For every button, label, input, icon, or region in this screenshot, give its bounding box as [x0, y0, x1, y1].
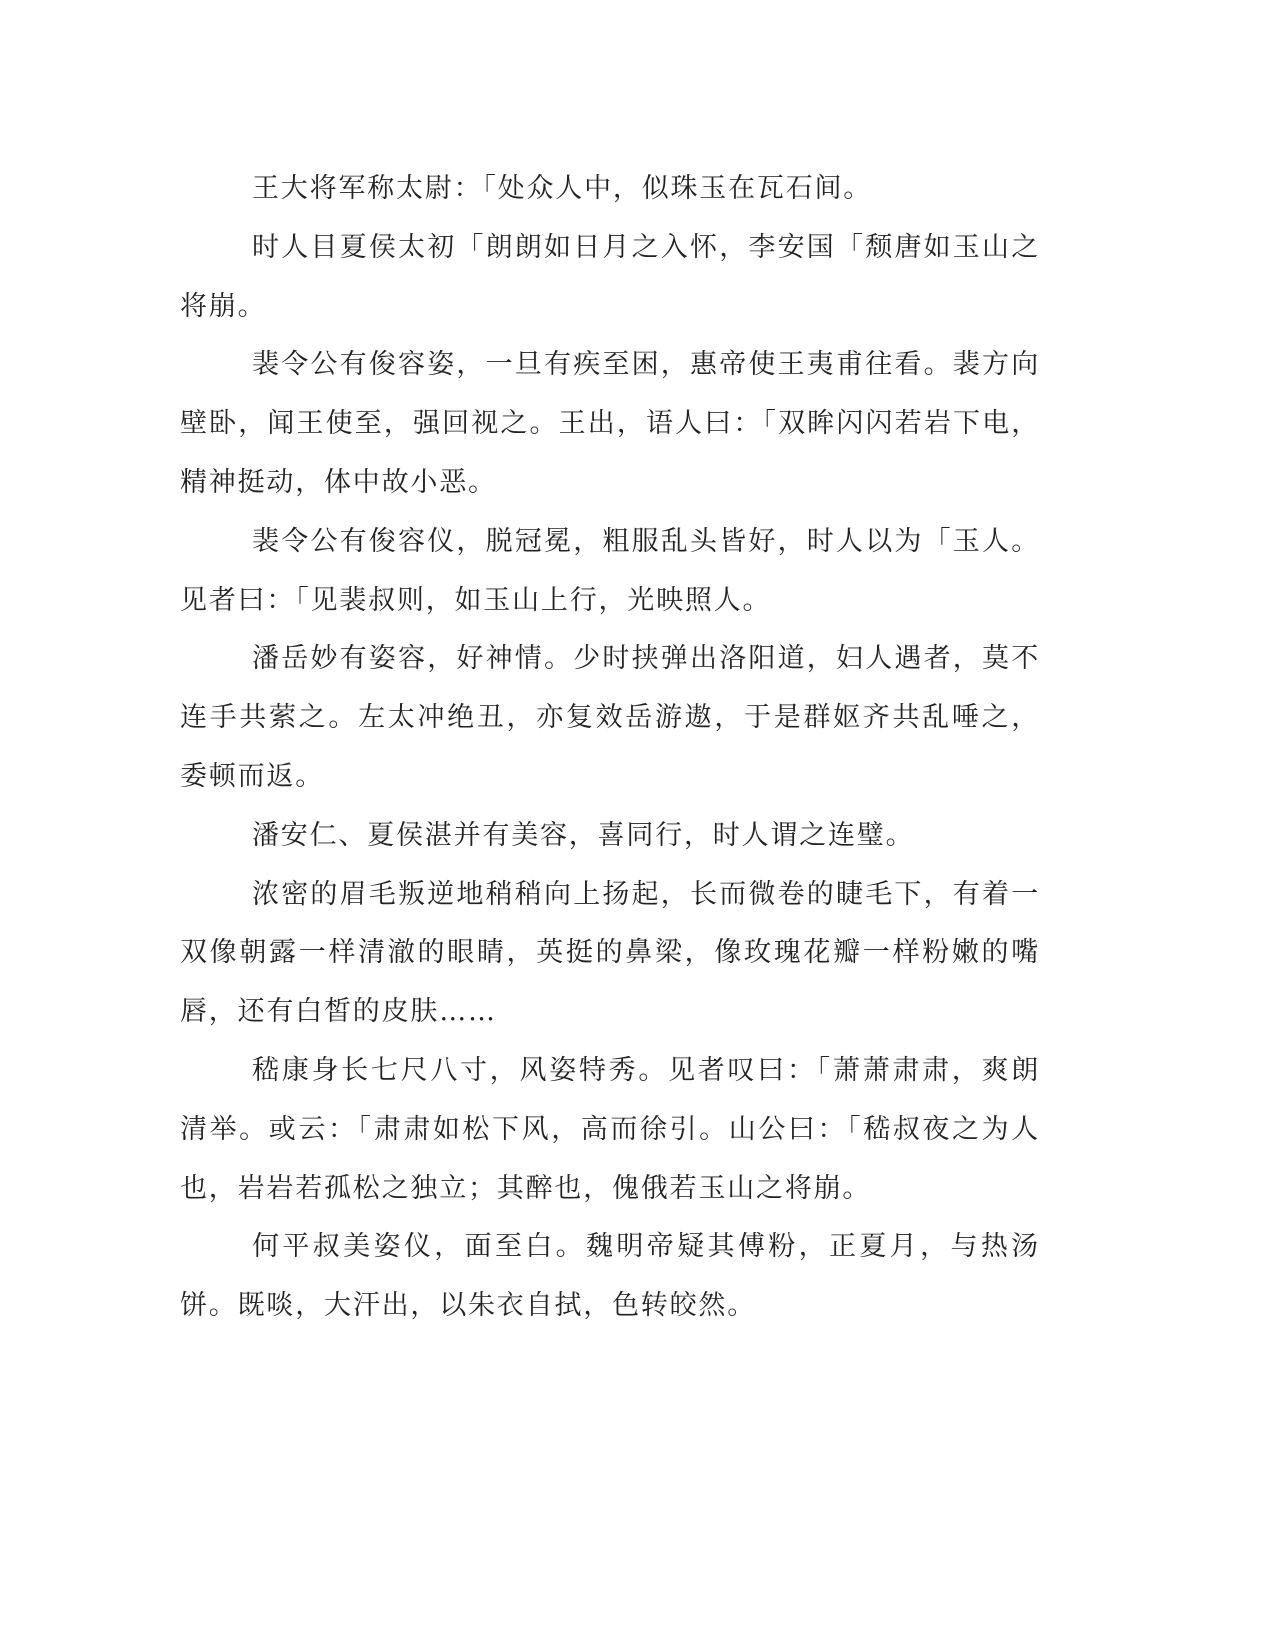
- document-body: [180, 160, 1040, 1336]
- paragraph: 浓密的眉毛叛逆地稍稍向上扬起，长而微卷的睫毛下，有着一双像朝露一样清澈的眼睛，英挺的鼻梁，像玫瑰花瓣一样粉嫩的嘴唇，还有白皙的皮肤……: [180, 878, 1040, 1028]
- paragraph: 裴令公有俊容姿，一旦有疾至困，惠帝使王夷甫往看。裴方向壁卧，闻王使至，强回视之。王出，语人曰：「双眸闪闪若岩下电，精神挺动，体中故小恶。: [180, 349, 1040, 498]
- paragraph: 嵇康身长七尺八寸，风姿特秀。见者叹曰：「萧萧肃肃，爽朗清举。或云：「肃肃如松下风，高而徐引。山公曰：「嵇叔夜之为人也，岩岩若孤松之独立；其醉也，傀俄若玉山之将崩。: [180, 1054, 1040, 1204]
- paragraph: 潘岳妙有姿容，好神情。少时挟弹出洛阳道，妇人遇者，莫不连手共萦之。左太冲绝丑，亦复效岳游遨，于是群妪齐共乱唾之，委顿而返。: [180, 643, 1040, 792]
- paragraph: 何平叔美姿仪，面至白。魏明帝疑其傅粉，正夏月，与热汤饼。既啖，大汗出，以朱衣自拭，色转皎然。: [180, 1231, 1040, 1322]
- paragraph: 时人目夏侯太初「朗朗如日月之入怀，李安国「颓唐如玉山之将崩。: [180, 231, 1040, 322]
- paragraph: 潘安仁、夏侯湛并有美容，喜同行，时人谓之连璧。: [252, 819, 915, 851]
- paragraph: 裴令公有俊容仪，脱冠冕，粗服乱头皆好，时人以为「玉人。见者曰：「见裴叔则，如玉山上行，光映照人。: [180, 525, 1040, 616]
- paragraph: 王大将军称太尉：「处众人中，似珠玉在瓦石间。: [252, 173, 873, 204]
